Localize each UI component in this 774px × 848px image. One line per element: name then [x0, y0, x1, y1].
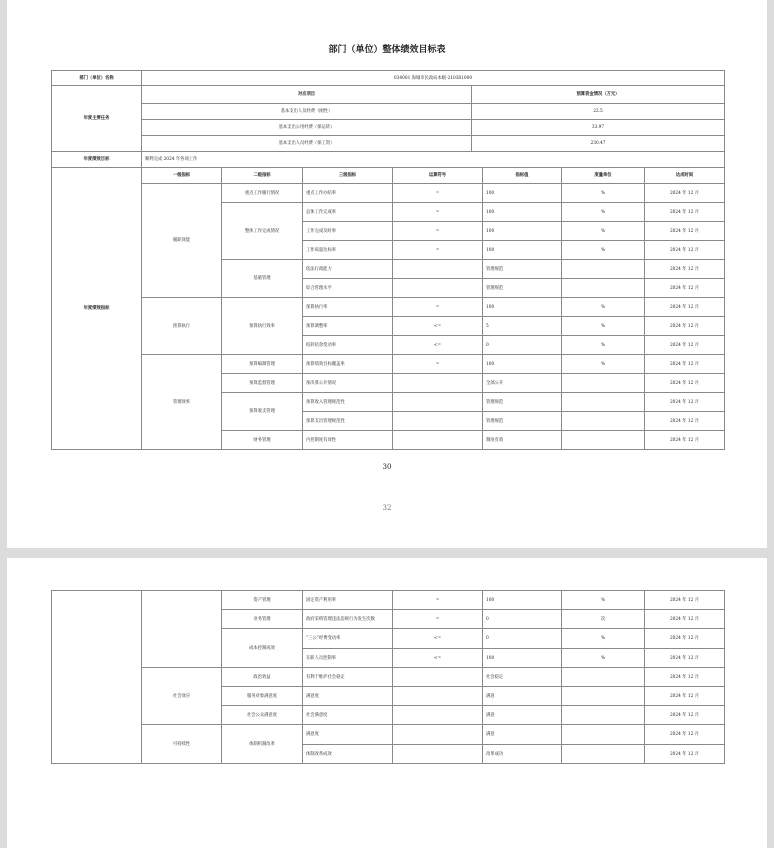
unit-cell	[562, 725, 645, 745]
header-cell: 二级指标	[222, 168, 303, 184]
header-cell: 运算符号	[393, 168, 483, 184]
unit-cell	[562, 687, 645, 706]
level3-cell: 工作质量达标率	[303, 241, 393, 260]
time-cell: 2024 年 12 月	[645, 279, 725, 298]
value-cell: 100	[483, 649, 562, 668]
level3-cell: 结转结余变动率	[303, 336, 393, 355]
operator-cell: <=	[393, 629, 483, 649]
operator-cell: =	[393, 298, 483, 317]
table-row	[52, 725, 725, 745]
unit-cell	[562, 393, 645, 412]
time-cell: 2024 年 12 月	[645, 610, 725, 629]
footer-page-number: 32	[382, 504, 392, 512]
unit-cell	[562, 279, 645, 298]
operator-cell: =	[393, 184, 483, 203]
indicator-table	[51, 167, 725, 450]
unit-cell	[562, 668, 645, 687]
time-cell: 2024 年 12 月	[645, 687, 725, 706]
value-cell: 满意	[483, 725, 562, 745]
value-cell: 管理规范	[483, 279, 562, 298]
level3-cell: 预算绩效目标覆盖率	[303, 355, 393, 374]
operator-cell: =	[393, 203, 483, 222]
level3-cell: 重点工作办结率	[303, 184, 393, 203]
unit-cell	[562, 706, 645, 725]
header-cell: 达成时间	[645, 168, 725, 184]
time-cell: 2024 年 12 月	[645, 260, 725, 279]
level3-cell: 社会满意度	[303, 706, 393, 725]
level2-cell: 预算执行效率	[222, 298, 303, 355]
table-row	[52, 298, 725, 317]
operator-cell: =	[393, 355, 483, 374]
level3-cell: 预决算公开情况	[303, 374, 393, 393]
level2-cell: 财务管理	[222, 431, 303, 450]
unit-cell	[562, 412, 645, 431]
level2-cell: 服务对象满意度	[222, 687, 303, 706]
value-cell: 100	[483, 355, 562, 374]
level3-cell: 有利于维护社会稳定	[303, 668, 393, 687]
unit-cell: %	[562, 649, 645, 668]
budget-amount: 33.97	[472, 120, 725, 136]
value-cell: 100	[483, 203, 562, 222]
unit-cell	[562, 374, 645, 393]
project-name: 基本支出公用经费（保运转）	[142, 120, 472, 136]
level3-cell: “三公”经费变动率	[303, 629, 393, 649]
level3-cell: 综合管理水平	[303, 279, 393, 298]
operator-cell: <=	[393, 649, 483, 668]
operator-cell: =	[393, 591, 483, 610]
unit-cell: %	[562, 591, 645, 610]
level2-cell: 体制机制改革	[222, 725, 303, 764]
time-cell: 2024 年 12 月	[645, 298, 725, 317]
goal-label: 年度绩效目标	[52, 152, 142, 168]
value-cell: 管理规范	[483, 260, 562, 279]
operator-cell	[393, 393, 483, 412]
unit-cell	[562, 431, 645, 450]
time-cell: 2024 年 12 月	[645, 374, 725, 393]
unit-cell: %	[562, 317, 645, 336]
operator-cell: <=	[393, 317, 483, 336]
level2-cell: 社会公众满意度	[222, 706, 303, 725]
table-row	[52, 184, 725, 203]
level2-cell: 重点工作履行情况	[222, 184, 303, 203]
unit-cell	[562, 260, 645, 279]
dept-value: 034001 海城市民政局本级-210381000	[142, 71, 725, 86]
time-cell: 2024 年 12 月	[645, 431, 725, 450]
task-label: 年度主要任务	[52, 86, 142, 152]
time-cell: 2024 年 12 月	[645, 629, 725, 649]
time-cell: 2024 年 12 月	[645, 336, 725, 355]
operator-cell	[393, 279, 483, 298]
printed-page-number: 30	[382, 463, 392, 471]
goal-value: 顺利完成 2024 年各项工作	[142, 152, 725, 168]
operator-cell: <=	[393, 336, 483, 355]
level2-cell: 预算收支管理	[222, 393, 303, 431]
value-cell: 0	[483, 629, 562, 649]
level3-cell: 满意度	[303, 725, 393, 745]
indicator-table-continued	[51, 590, 725, 764]
value-cell: 社会稳定	[483, 668, 562, 687]
level3-cell: 固定资产利用率	[303, 591, 393, 610]
level3-cell: 预算收入管理规范性	[303, 393, 393, 412]
time-cell: 2024 年 12 月	[645, 317, 725, 336]
value-cell: 满意	[483, 706, 562, 725]
level2-cell: 预算监督管理	[222, 374, 303, 393]
time-cell: 2024 年 12 月	[645, 706, 725, 725]
level3-cell: 体制改革成效	[303, 745, 393, 764]
unit-cell: %	[562, 298, 645, 317]
value-cell: 100	[483, 298, 562, 317]
budget-amount: 22.5	[472, 104, 725, 120]
level3-cell: 依法行政能力	[303, 260, 393, 279]
time-cell: 2024 年 12 月	[645, 412, 725, 431]
header-cell: 指标值	[483, 168, 562, 184]
value-cell: 5	[483, 317, 562, 336]
level3-cell: 政府采购管理违法违规行为发生次数	[303, 610, 393, 629]
unit-cell: 次	[562, 610, 645, 629]
value-cell: 管理规范	[483, 412, 562, 431]
level3-cell: 满意度	[303, 687, 393, 706]
page-title: 部门（单位）整体绩效目标表	[328, 45, 446, 55]
value-cell: 100	[483, 241, 562, 260]
level3-cell: 总体工作完成率	[303, 203, 393, 222]
level3-cell: 内控制度有效性	[303, 431, 393, 450]
document-page-1	[7, 0, 767, 548]
project-name: 基本支出人员经费（刚性）	[142, 104, 472, 120]
level1-cell: 履职效能	[142, 184, 222, 298]
level1-cell: 预算执行	[142, 298, 222, 355]
time-cell: 2024 年 12 月	[645, 203, 725, 222]
value-cell: 100	[483, 591, 562, 610]
level2-cell: 预算编制管理	[222, 355, 303, 374]
time-cell: 2024 年 12 月	[645, 591, 725, 610]
budget-amount: 230.47	[472, 136, 725, 152]
operator-cell	[393, 687, 483, 706]
level2-cell: 业务管理	[222, 610, 303, 629]
value-cell: 满意	[483, 687, 562, 706]
time-cell: 2024 年 12 月	[645, 393, 725, 412]
value-cell: 0	[483, 610, 562, 629]
value-cell: 制度有效	[483, 431, 562, 450]
unit-cell: %	[562, 355, 645, 374]
level1-cell	[142, 591, 222, 668]
level3-cell: 预算调整率	[303, 317, 393, 336]
operator-cell: =	[393, 222, 483, 241]
time-cell: 2024 年 12 月	[645, 725, 725, 745]
operator-cell	[393, 412, 483, 431]
operator-cell	[393, 725, 483, 745]
value-cell: 全部公开	[483, 374, 562, 393]
table-row	[52, 355, 725, 374]
level3-cell: 预算支出管理规范性	[303, 412, 393, 431]
operator-cell: =	[393, 241, 483, 260]
time-cell: 2024 年 12 月	[645, 649, 725, 668]
header-cell: 度量单位	[562, 168, 645, 184]
project-header: 对应项目	[142, 86, 472, 104]
time-cell: 2024 年 12 月	[645, 241, 725, 260]
indicator-label-continued	[52, 591, 142, 764]
time-cell: 2024 年 12 月	[645, 745, 725, 764]
time-cell: 2024 年 12 月	[645, 184, 725, 203]
budget-info-table	[51, 70, 725, 168]
level3-cell: 在职人员控制率	[303, 649, 393, 668]
level3-cell: 工作完成及时率	[303, 222, 393, 241]
unit-cell: %	[562, 203, 645, 222]
level3-cell: 预算执行率	[303, 298, 393, 317]
level2-cell: 政治效益	[222, 668, 303, 687]
level2-cell: 基础管理	[222, 260, 303, 298]
level2-cell: 资产管理	[222, 591, 303, 610]
dept-label: 部门（单位）名称	[52, 71, 142, 86]
operator-cell	[393, 260, 483, 279]
table-row	[52, 591, 725, 610]
table-row	[52, 668, 725, 687]
value-cell: 100	[483, 184, 562, 203]
value-cell: 管理规范	[483, 393, 562, 412]
budget-header: 预算资金情况（万元）	[472, 86, 725, 104]
unit-cell: %	[562, 629, 645, 649]
unit-cell: %	[562, 222, 645, 241]
header-cell: 一级指标	[142, 168, 222, 184]
value-cell: 改革成功	[483, 745, 562, 764]
value-cell: 100	[483, 222, 562, 241]
unit-cell: %	[562, 336, 645, 355]
operator-cell	[393, 668, 483, 687]
value-cell: 0	[483, 336, 562, 355]
operator-cell: =	[393, 610, 483, 629]
operator-cell	[393, 431, 483, 450]
header-cell: 三级指标	[303, 168, 393, 184]
level1-cell: 可持续性	[142, 725, 222, 764]
time-cell: 2024 年 12 月	[645, 668, 725, 687]
time-cell: 2024 年 12 月	[645, 222, 725, 241]
indicator-label: 年度绩效指标	[52, 168, 142, 450]
project-name: 基本支出人员经费（保工资）	[142, 136, 472, 152]
unit-cell: %	[562, 241, 645, 260]
level2-cell: 整体工作完成情况	[222, 203, 303, 260]
document-page-2	[7, 558, 767, 848]
level2-cell: 成本控制成效	[222, 629, 303, 668]
unit-cell	[562, 745, 645, 764]
operator-cell	[393, 745, 483, 764]
time-cell: 2024 年 12 月	[645, 355, 725, 374]
operator-cell	[393, 706, 483, 725]
unit-cell: %	[562, 184, 645, 203]
level1-cell: 管理效率	[142, 355, 222, 450]
operator-cell	[393, 374, 483, 393]
level1-cell: 社会效应	[142, 668, 222, 725]
